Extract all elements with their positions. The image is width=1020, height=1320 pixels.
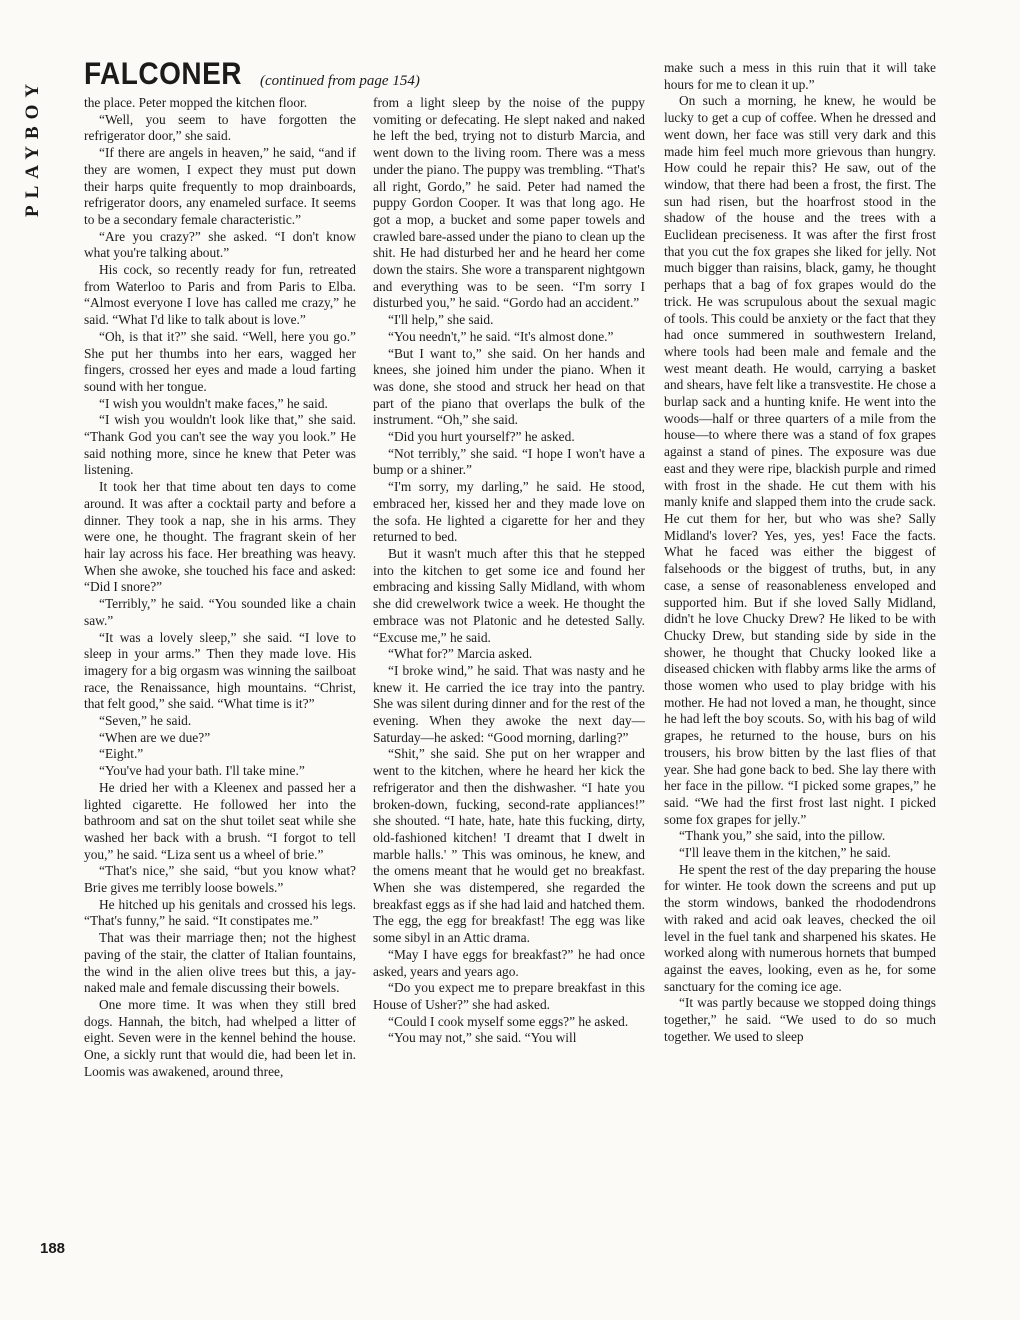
paragraph: “Are you crazy?” she asked. “I don't know what you're talking about.” bbox=[84, 228, 356, 261]
magazine-name-vertical: PLAYBOY bbox=[22, 76, 43, 218]
paragraph: “When are we due?” bbox=[99, 729, 211, 745]
paragraph: make such a mess in this ruin that it will take hours for me to clean it up.” bbox=[664, 60, 936, 92]
text-column-3 bbox=[664, 60, 936, 1260]
paragraph: “Well, you seem to have forgotten the refrigerator door,” she said. bbox=[84, 111, 356, 144]
paragraph: “Eight.” bbox=[99, 746, 144, 762]
page-number: 188 bbox=[40, 1240, 66, 1257]
paragraph: “You've had your bath. I'll take mine.” bbox=[99, 763, 305, 779]
text-column-1 bbox=[84, 95, 356, 1255]
paragraph: “I'll help,” she said. bbox=[388, 312, 494, 328]
paragraph: “I wish you wouldn't make faces,” he said. bbox=[99, 395, 328, 411]
paragraph: He spent the rest of the day preparing the house for winter. He took down the screens and put up the storm windows, banked the rhododendrons with raked and acid oak leaves, checked the oil level in the fuel tank and sharpened his skates. He worked along with numerous hornets that bumped against the eaves, looking, even as he, for some sanctuary for the coming ice age. bbox=[664, 861, 936, 994]
paragraph: “It was a lovely sleep,” she said. “I love to sleep in your arms.” Then they made love. His imagery for a big orgasm was winning the sailboat race, the Renaissance, high mountains. “Christ, that felt good,” she said. “What time is it?” bbox=[84, 629, 356, 712]
paragraph: “Thank you,” she said, into the pillow. bbox=[679, 828, 886, 844]
paragraph: “Seven,” he said. bbox=[99, 713, 192, 729]
paragraph: “That's nice,” she said, “but you know what? Brie gives me terribly loose bowels.” bbox=[84, 863, 356, 896]
paragraph: “I broke wind,” he said. That was nasty and he knew it. He carried the ice tray into the pantry. She was silent during dinner and for the rest of the evening. When they awoke the next day—Saturday—he asked: “Good morning, darling?” bbox=[373, 662, 645, 745]
paragraph: “Oh, is that it?” she said. “Well, here you go.” She put her thumbs into her ears, wagged her fingers, crossed her eyes and made a loud farting sound with her tongue. bbox=[84, 328, 356, 394]
paragraph: “You may not,” she said. “You will bbox=[388, 1030, 577, 1046]
paragraph: “What for?” Marcia asked. bbox=[388, 646, 533, 662]
paragraph: “Terribly,” he said. “You sounded like a chain saw.” bbox=[84, 596, 356, 628]
paragraph: from a light sleep by the noise of the puppy vomiting or defecating. He slept naked and naked he left the bed, trying not to disturb Marcia, and went down to the living room. There was a mess under the piano. The puppy was trembling. “That's all right, Gordo,” he said. Peter had named the puppy Gordon Cooper. It was that long ago. He got a mop, a bucket and some paper towels and crawled bare-assed under the piano to clean up the shit. He had disturbed her and he heard her come down the stairs. She wore a transparent nightgown and everything was to be seen. “I'm sorry I disturbed you,” he said. “Gordo had an accident.” bbox=[373, 95, 645, 311]
paragraph: “It was partly because we stopped doing things together,” he said. “We used to do so much together. We used to sleep bbox=[664, 995, 936, 1044]
paragraph: But it wasn't much after this that he stepped into the kitchen to get some ice and found her embracing and kissing Sally Midland, with whom she did crewelwork twice a week. He thought the embrace was not Platonic and he detested Sally. “Excuse me,” he said. bbox=[373, 545, 645, 645]
paragraph: “Could I cook myself some eggs?” he asked. bbox=[388, 1013, 629, 1029]
paragraph: the place. Peter mopped the kitchen floor. bbox=[84, 95, 308, 110]
continued-note: (continued from page 154) bbox=[260, 73, 420, 89]
paragraph: “May I have eggs for breakfast?” he had once asked, years and years ago. bbox=[373, 946, 645, 979]
paragraph: “Not terribly,” she said. “I hope I won't have a bump or a shiner.” bbox=[373, 445, 645, 478]
article-header bbox=[84, 56, 420, 92]
paragraph: “I wish you wouldn't look like that,” she said. “Thank God you can't see the way you look.” He said nothing more, since he knew that Peter was listening. bbox=[84, 412, 356, 478]
paragraph: “Shit,” she said. She put on her wrapper and went to the kitchen, where he heard her kick the refrigerator and then the dishwasher. “I hate you broken-down, fucking, second-rate appliances!” she shouted. “I hate, hate, hate this fucking, dirty, old-fashioned kitchen! 'I dreamt that I dwelt in marble halls.' ” This was ominous, he knew, and the omens meant that he would get no breakfast. When she was distempered, she regarded the breakfast eggs as if she had laid and hatched them. The egg, the egg for breakfast! The egg was like some sibyl in an Attic drama. bbox=[373, 746, 645, 946]
text-column-2 bbox=[373, 95, 645, 1260]
paragraph: His cock, so recently ready for fun, retreated from Waterloo to Paris and from Paris to Elba. “Almost everyone I love has called me crazy,” he said. “What I'd like to talk about is love.” bbox=[84, 262, 356, 328]
paragraph: “You needn't,” he said. “It's almost done.” bbox=[388, 328, 614, 344]
paragraph: He hitched up his genitals and crossed his legs. “That's funny,” he said. “It constipates me.” bbox=[84, 896, 356, 929]
paragraph: He dried her with a Kleenex and passed her a lighted cigarette. He followed her into the bathroom and sat on the shut toilet seat while she washed her back with a brush. “I forgot to tell you,” he said. “Liza sent us a wheel of brie.” bbox=[84, 779, 356, 862]
paragraph: “But I want to,” she said. On her hands and knees, she joined him under the piano. When it was done, she stood and struck her head on that part of the piano that overlaps the bulk of the instrument. “Oh,” she said. bbox=[373, 345, 645, 428]
paragraph: “I'm sorry, my darling,” he said. He stood, embraced her, kissed her and they made love on the sofa. He lighted a cigarette for her and they returned to bed. bbox=[373, 479, 645, 545]
paragraph: “I'll leave them in the kitchen,” he said. bbox=[679, 845, 891, 861]
paragraph: It took her that time about ten days to come around. It was after a cocktail party and before a dinner. They took a nap, she in his arms. They were one, he thought. The fragrant skein of her hair lay across his face. Her breathing was heavy. When she awoke, she touched his face and asked: “Did I snore?” bbox=[84, 479, 356, 595]
article-title: FALCONER bbox=[84, 56, 242, 91]
paragraph: One more time. It was when they still bred dogs. Hannah, the bitch, had whelped a litter of eight. Seven were in the kennel behind the house. One, a sickly runt that would die, had been let in. Loomis was awakened, around three, bbox=[84, 996, 356, 1079]
paragraph: That was their marriage then; not the highest paving of the stair, the clatter of Italian fountains, the wind in the alien olive trees but this, a jay-naked male and female discussing their bowels. bbox=[84, 930, 356, 996]
paragraph: “Do you expect me to prepare breakfast in this House of Usher?” she had asked. bbox=[373, 980, 645, 1012]
paragraph: “If there are angels in heaven,” he said, “and if they are women, I expect they must put down their harps quite frequently to mop drainboards, refrigerator doors, any enameled surface. It seems to be a secondary female characteristic.” bbox=[84, 145, 356, 227]
paragraph: On such a morning, he knew, he would be lucky to get a cup of coffee. When he dressed and went down, her face was still very dark and this made him feel much more grievous than hungry. How could he repair this? He saw, out of the window, that there had been a frost, the first. The sun had risen, but the hoarfrost stood in the shadow of the house and the trees with a Euclidean preciseness. It was after the first frost that you cut the fox grapes she liked for jelly. Not much bigger than raisins, black, gamy, he thought perhaps that a bag of fox grapes would do the trick. He was scrupulous about the sexual magic of tools. This could be anxiety or the fact that they had once summered in southwestern Ireland, where tools had been male and female and the west meant death. He would, carrying a basket and shears, have felt like a transvestite. He chose a burlap sack and a hunting knife. He went into the woods—half or three quarters of a mile from the house—to where there was a stand of fox grapes against a stand of pines. The exposure was due east and they were ripe, blackish purple and rimed with frost in the shade. He cut them with his manly knife and slapped them into the crude sack. He cut them for her, but who was she? Sally Midland's lover? Yes, yes, yes! Face the facts. What he faced was either the biggest of falsehoods or the biggest of truths, but, in any case, a sense of reasonableness enveloped and supported him. But if she loved Sally Midland, didn't he love Chucky Drew? He liked to be with Chucky Drew, but standing side by side in the shower, he thought that Chucky looked like a diseased chicken with flabby arms like the arms of those women who used to play bridge with his mother. He had not loved a man, he thought, since he had left the boy scouts. So, with his bag of wild grapes, he returned to the house, burs on his trousers, his brow bitten by the last flies of that year. She had gone back to bed. She lay there with her face in the pillow. “I picked some grapes,” he said. “We had the first frost last night. I picked some fox grapes for jelly.” bbox=[664, 93, 936, 827]
paragraph: “Did you hurt yourself?” he asked. bbox=[388, 429, 575, 445]
